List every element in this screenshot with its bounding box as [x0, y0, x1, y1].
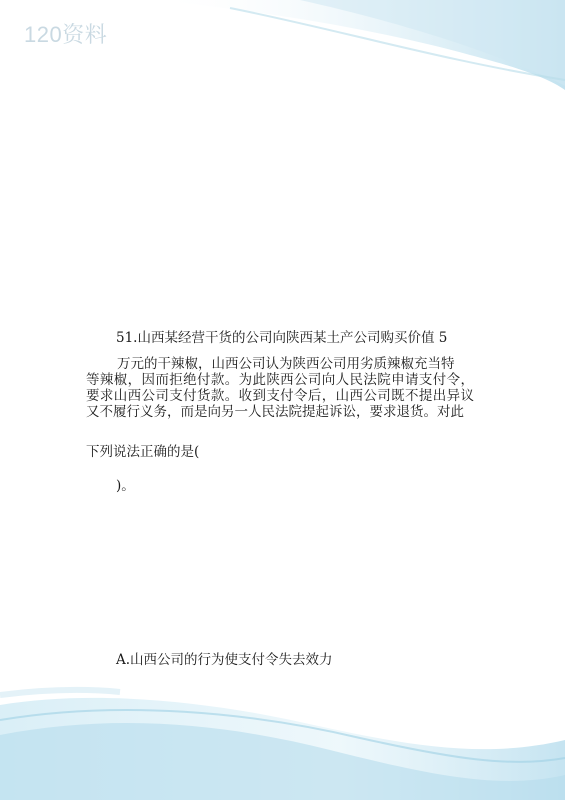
question-title: 51.山西某经营干货的公司向陕西某土产公司购买价值 5: [116, 330, 448, 346]
watermark-logo: 120资料: [24, 22, 108, 47]
paragraph-body: 等辣椒，因而拒绝付款。为此陕西公司向人民法院申请支付令，要求山西公司支付货款。收到支付令后，山西公司既不提出异议又不履行义务，而是向另一人民法院提起诉讼，要求退货。对此: [86, 372, 474, 420]
paragraph-line-1: 万元的干辣椒，山西公司认为陕西公司用劣质辣椒充当特: [117, 356, 455, 372]
question-paragraph: [86, 356, 474, 420]
bottom-left-streak: [0, 690, 120, 695]
question-close: )。: [116, 478, 135, 494]
question-prompt: 下列说法正确的是(: [86, 444, 200, 460]
option-a: A.山西公司的行为使支付令失去效力: [116, 652, 333, 668]
